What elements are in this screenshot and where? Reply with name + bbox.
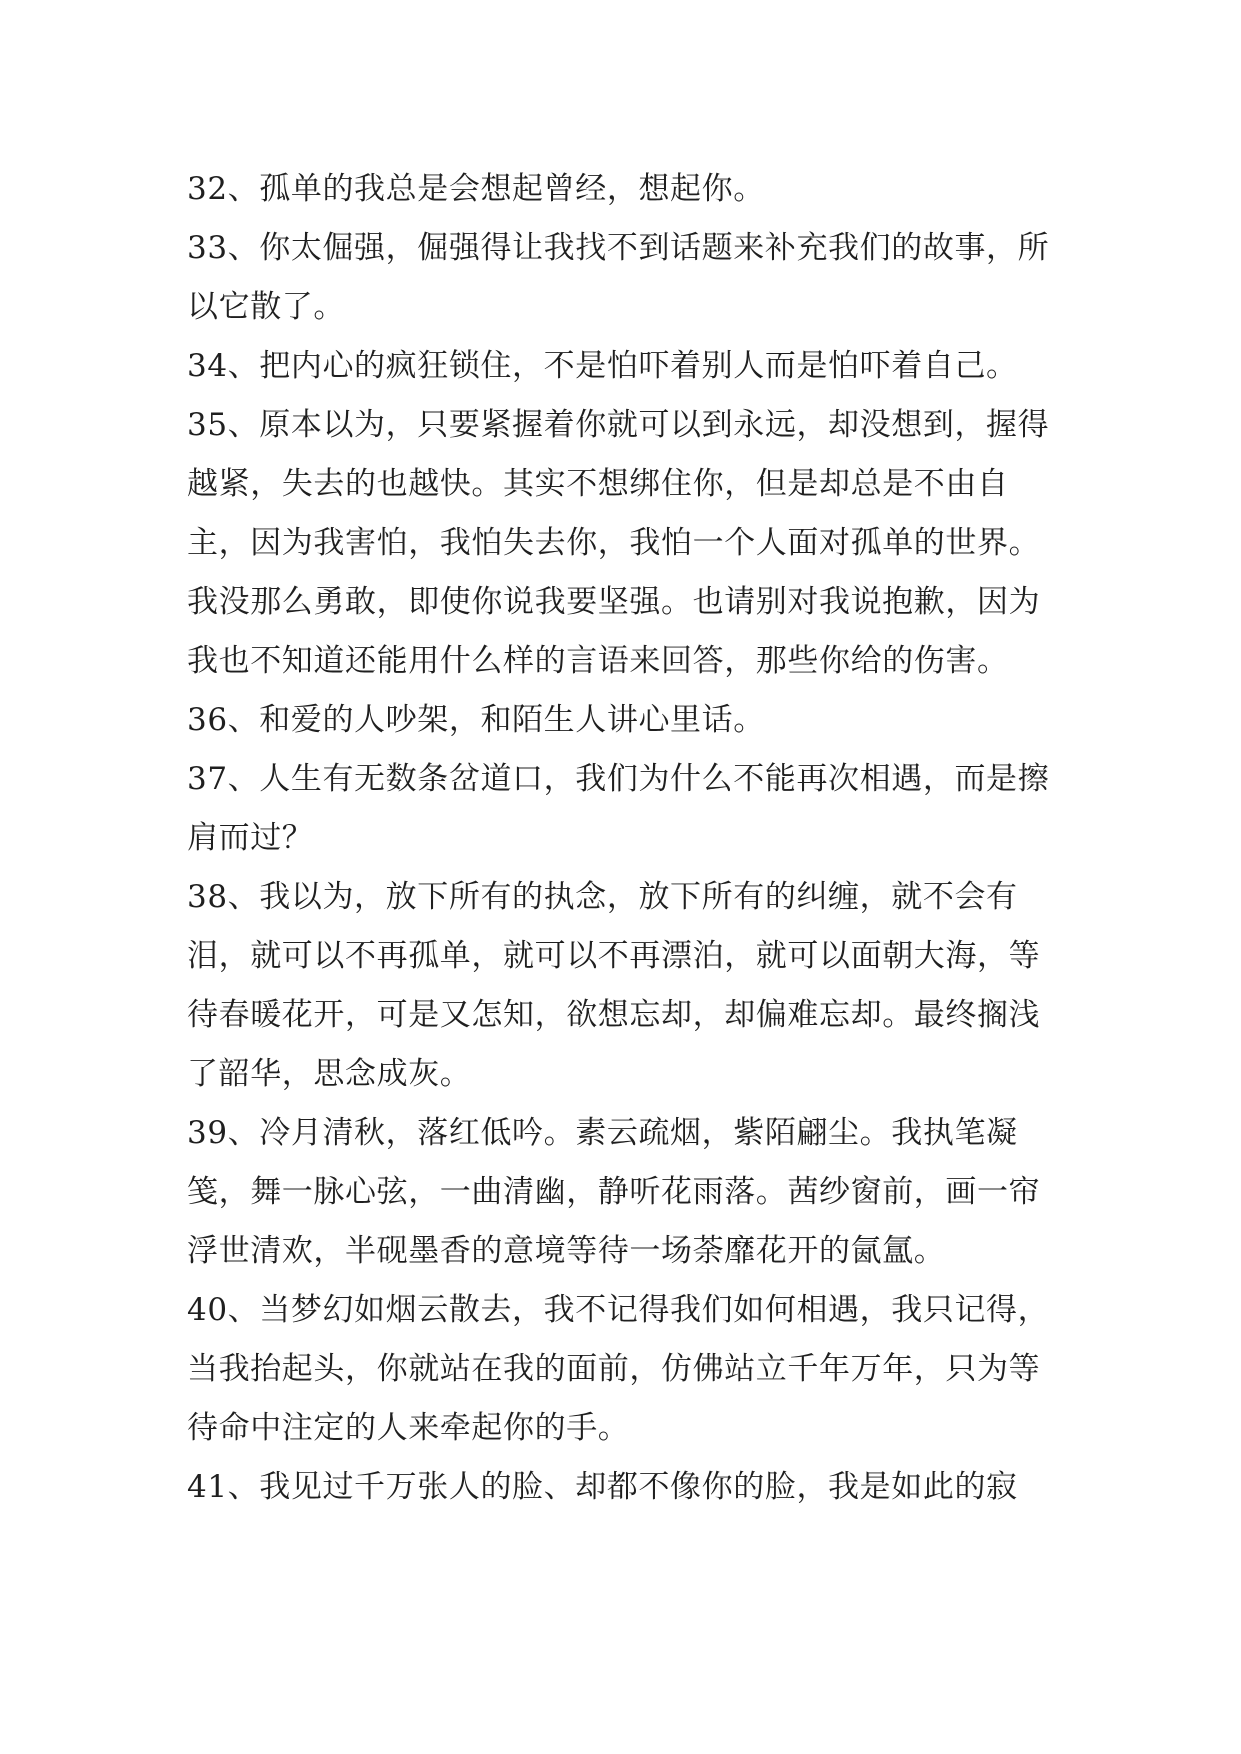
paragraph-38: 38、我以为，放下所有的执念，放下所有的纠缠，就不会有泪，就可以不再孤单，就可以不再漂泊，就可以面朝大海，等待春暖花开，可是又怎知，欲想忘却，却偏难忘却。最终搁浅了韶华，思念成灰。	[187, 879, 1041, 1092]
paragraph-41: 41、我见过千万张人的脸、却都不像你的脸，我是如此的寂	[187, 1469, 1018, 1505]
paragraph-33: 33、你太倔强，倔强得让我找不到话题来补充我们的故事，所以它散了。	[187, 230, 1050, 325]
paragraph-35: 35、原本以为，只要紧握着你就可以到永远，却没想到，握得越紧，失去的也越快。其实不想绑住你，但是却总是不由自主，因为我害怕，我怕失去你，我怕一个人面对孤单的世界。我没那么勇敢，即使你说我要坚强。也请别对我说抱歉，因为我也不知道还能用什么样的言语来回答，那些你给的伤害。	[187, 407, 1050, 679]
paragraph-40: 40、当梦幻如烟云散去，我不记得我们如何相遇，我只记得，当我抬起头，你就站在我的面前，仿佛站立千年万年，只为等待命中注定的人来牵起你的手。	[187, 1292, 1050, 1446]
paragraph-36: 36、和爱的人吵架，和陌生人讲心里话。	[187, 702, 765, 738]
paragraph-32: 32、孤单的我总是会想起曾经，想起你。	[187, 171, 765, 207]
document-body	[187, 160, 1067, 1517]
paragraph-39: 39、冷月清秋，落红低吟。素云疏烟，紫陌翩尘。我执笔凝笺，舞一脉心弦，一曲清幽，静听花雨落。茜纱窗前，画一帘浮世清欢，半砚墨香的意境等待一场荼靡花开的氤氲。	[187, 1115, 1041, 1269]
paragraph-37: 37、人生有无数条岔道口，我们为什么不能再次相遇，而是擦肩而过？	[187, 761, 1050, 856]
paragraph-34: 34、把内心的疯狂锁住，不是怕吓着别人而是怕吓着自己。	[187, 348, 1018, 384]
